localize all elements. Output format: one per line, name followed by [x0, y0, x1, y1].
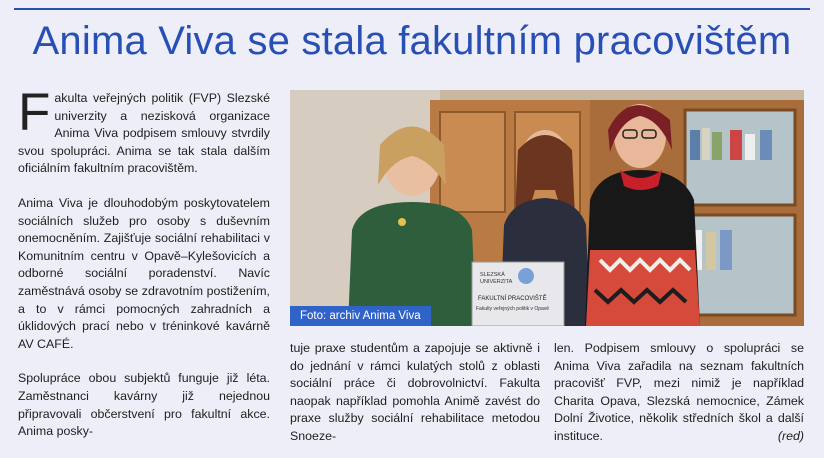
article-photo	[290, 90, 804, 326]
certificate-text-3: FAKULTNÍ PRACOVIŠTĚ	[478, 296, 547, 302]
photo-caption: Foto: archiv Anima Viva	[290, 306, 431, 326]
certificate-text-2: UNIVERZITA	[480, 279, 513, 285]
article-column-3	[554, 340, 804, 446]
certificate-text-1: SLEZSKÁ	[480, 272, 505, 278]
article-column-2	[290, 340, 540, 446]
author-signature: (red)	[777, 428, 804, 443]
column-2-text: tuje praxe studentům a zapojuje se aktivně i do jednání v rámci kulatých stolů z oblasti sociální práce či dobrovolnictví. Fakulta naopak například pomohla Animě zavést do praxe služby sociální rehabilitace metodou Snoeze-	[290, 341, 540, 443]
paragraph-3: Spolupráce obou subjektů funguje již léta. Zaměstnanci kavárny již nejednou připravovali občerstvení pro fakultní akce. Anima posky-	[18, 371, 270, 439]
article-headline: Anima Viva se stala fakultním pracovištěm	[32, 19, 792, 63]
paragraph-2: Anima Viva je dlouhodobým poskytovatelem sociálních služeb pro osoby s duševním onemocněním. Zajišťuje sociální rehabilitaci v Komunitním centru v Opavě–Kylešovicích a odborné sociální poradenství. Navíc zaměstnává osoby se zdravotním postižením, a to v rámci pomocných zahradních a úklidových prací nebo v tréninkové kavárně AV CAFÉ.	[18, 195, 270, 351]
column-3-text: len. Podpisem smlouvy o spolupráci se Anima Viva zařadila na seznam fakultních pracovišť FVP, mezi nimiž je například Charita Opava, Slezská nemocnice, Zámek Dolní Životice, několik středních škol a další instituce.	[554, 341, 804, 443]
top-rule	[14, 8, 810, 10]
photo-illustration	[290, 90, 804, 326]
lead-text: akulta veřejných politik (FVP) Slezské univerzity a nezisková organizace Anima Viva podpisem smlouvy stvrdily svou spolupráci. Anima se tak stala dalším oficiálním fakultním pracovištěm.	[18, 91, 270, 176]
lead-paragraph	[18, 83, 270, 178]
drop-cap: F	[18, 83, 51, 142]
certificate-text-4: Fakulty veřejných politik v Opavě	[476, 306, 550, 312]
column-3-paragraph	[554, 340, 804, 446]
article-column-1	[18, 83, 270, 458]
